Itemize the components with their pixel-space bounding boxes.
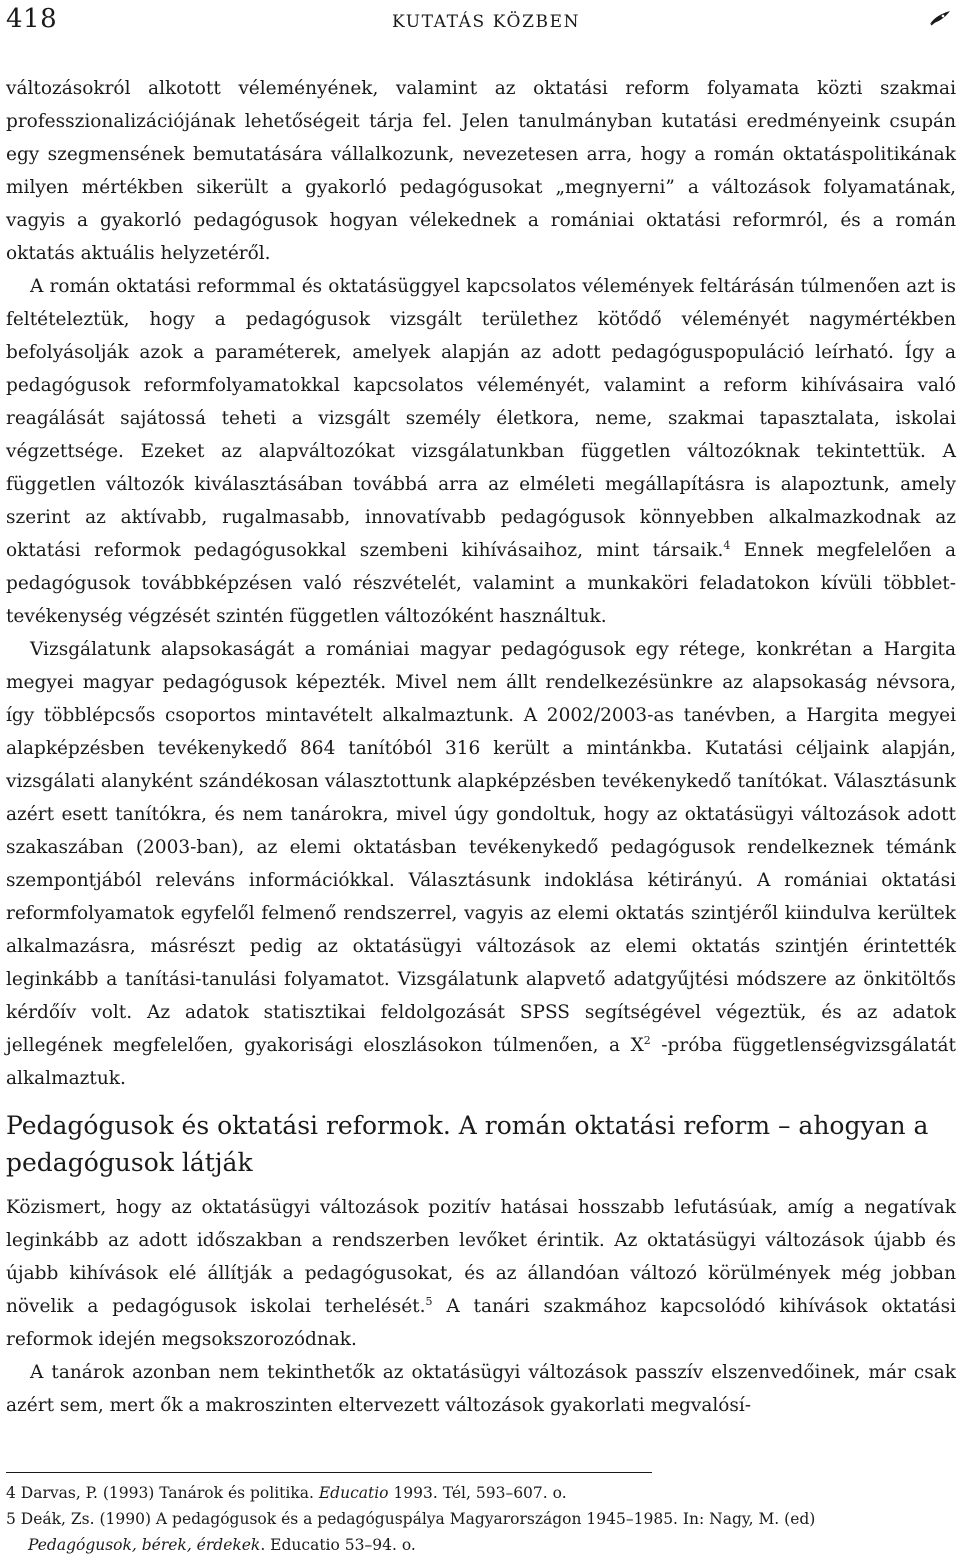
paragraph-5: A tanárok azonban nem tekinthetők az oktatásügyi változások passzív elszenvedőinek, már csak azért sem, mert ők a makroszinten eltervezett változások gyakorlati megvalósí- xyxy=(6,1362,956,1416)
footnote-4-details: 1993. Tél, 593–607. o. xyxy=(388,1484,567,1502)
paragraph-4-text-a: Közismert, hogy az oktatásügyi változások pozitív hatásai hosszabb lefutásúak, amíg a negatívak leginkább az adott időszakban a rendszerben levőket érintik. Az oktatásügyi változások újabb és újabb kihívások elé állítják a pedagógusokat, és az állandóan változó körülmények még jobban növelik a pedagógusok iskolai terhelését. xyxy=(6,1197,956,1317)
footnote-ref-4[interactable]: 4 xyxy=(723,538,731,552)
paragraph-3-text-a: Vizsgálatunk alapsokaságát a romániai magyar pedagógusok egy rétege, konkrétan a Hargita megyei magyar pedagógusok képezték. Mivel nem állt rendelkezésünkre az alapsokaság névsora, így többlépcsős csoportos mintavételt alkalmaztunk. A 2002/2003-as tanévben, a Hargita megyei alapképzésben tevékenykedő 864 tanítóból 316 került a mintánkba. Kutatási céljaink alapján, vizsgálati alanyként szándékosan választottunk alapképzésben tevékenykedő tanítókat. Választásunk azért esett tanítókra, és nem tanárokra, mivel úgy gondoltuk, hogy az oktatásügyi változások adott szakaszában (2003-ban), az elemi oktatásban tevékenykedő pedagógusok rendelkeznek témánk szempontjából releváns információkkal. Választásunk indoklása kétirányú. A romániai oktatási reformfolyamatok egyfelől felmenő rendszerrel, vagyis az elemi oktatás szintjéről kiindulva kerültek alkalmazásra, másrészt pedig az oktatásügyi változások az elemi oktatás szintjén érintették leginkább a tanítási-tanulási folyamatot. Vizsgálatunk alapvető adatgyűjtési módszere az önkitöltős kérdőív volt. Az adatok statisztikai feldolgozását SPSS segítségével végeztük, és az adatok jellegének megfelelően, gyakorisági eloszlásokon túlmenően, a X xyxy=(6,639,956,1056)
footnote-5 xyxy=(6,1506,956,1532)
paragraph-3-text-b: -próba függetlenségvizsgálatát alkalmaztuk. xyxy=(6,1035,956,1089)
footnote-5-continued xyxy=(6,1532,956,1558)
footnote-4-journal: Educatio xyxy=(318,1484,389,1502)
paragraph-2 xyxy=(6,270,956,633)
footnote-ref-5[interactable]: 5 xyxy=(425,1294,433,1308)
footnote-4 xyxy=(6,1480,956,1506)
paragraph-2-text-b: Ennek megfelelően a pedagógusok továbbképzésen való részvételét, valamint a munkaköri feladatokon kívüli többlet-tevékenység végzését szintén független változóként használtuk. xyxy=(6,540,956,627)
footnote-5-book-title: Pedagógusok, bérek, érdekek xyxy=(28,1536,261,1554)
paragraph-2-text-a: A román oktatási reformmal és oktatásüggyel kapcsolatos vélemények feltárásán túlmenően azt is feltételeztük, hogy a pedagógusok vizsgált területhez kötődő véleményét nagymértékben befolyásolják azok a paraméterek, amelyek alapján az adott pedagóguspopuláció leírható. Így a pedagógusok reformfolyamatokkal kapcsolatos véleményét, valamint a reform kihívásaira való reagálását sajátossá teheti a vizsgált személy életkora, neme, szakmai tapasztalata, iskolai végzettsége. Ezeket az alapváltozókat vizsgálatunkban független változóknak tekintettük. A független változók kiválasztásában továbbá arra az elméleti megállapításra is alapoztunk, amely szerint az aktívabb, rugalmasabb, innovatívabb pedagógusok könnyebben alkalmazkodnak az oktatási reformok pedagógusokkal szembeni kihívásaihoz, mint társaik. xyxy=(6,276,956,561)
footnote-5-text: 5 Deák, Zs. (1990) A pedagógusok és a pedagóguspálya Magyarországon 1945–1985. In: Nagy, M. (ed) xyxy=(6,1510,816,1528)
footnotes xyxy=(6,1480,956,1558)
paragraph-3 xyxy=(6,633,956,1095)
footnote-5-details: . Educatio 53–94. o. xyxy=(260,1536,416,1554)
footnote-4-text: 4 Darvas, P. (1993) Tanárok és politika. xyxy=(6,1484,319,1502)
page-header xyxy=(6,4,956,40)
paragraph-4-text-b: A tanári szakmához kapcsolódó kihívások oktatási reformok idején megsokszorozódnak. xyxy=(6,1296,957,1350)
footnote-divider xyxy=(6,1472,652,1473)
paragraph-1: változásokról alkotott véleményének, valamint az oktatási reform folyamata közti szakmai professzionalizációjának lehetőségeit tárja fel. Jelen tanulmányban kutatási eredményeink csupán egy szegmensének bemutatására vállalkozunk, nevezetesen arra, hogy a román oktatáspolitikának milyen mértékben sikerült a gyakorló pedagógusokat „megnyerni” a változások folyamatának, vagyis a gyakorló pedagógusok hogyan vélekednek a romániai oktatási reformról, és a román oktatás aktuális helyzetéről. xyxy=(6,78,956,264)
pen-nib-icon xyxy=(928,8,952,28)
superscript-2: 2 xyxy=(643,1033,651,1047)
section-heading: Pedagógusok és oktatási reformok. A román oktatási reform – ahogyan a pedagógusok látják xyxy=(6,1111,929,1177)
page-number: 418 xyxy=(6,4,58,34)
running-title: KUTATÁS KÖZBEN xyxy=(392,12,581,32)
body-text xyxy=(6,72,956,1422)
paragraph-4 xyxy=(6,1191,956,1356)
